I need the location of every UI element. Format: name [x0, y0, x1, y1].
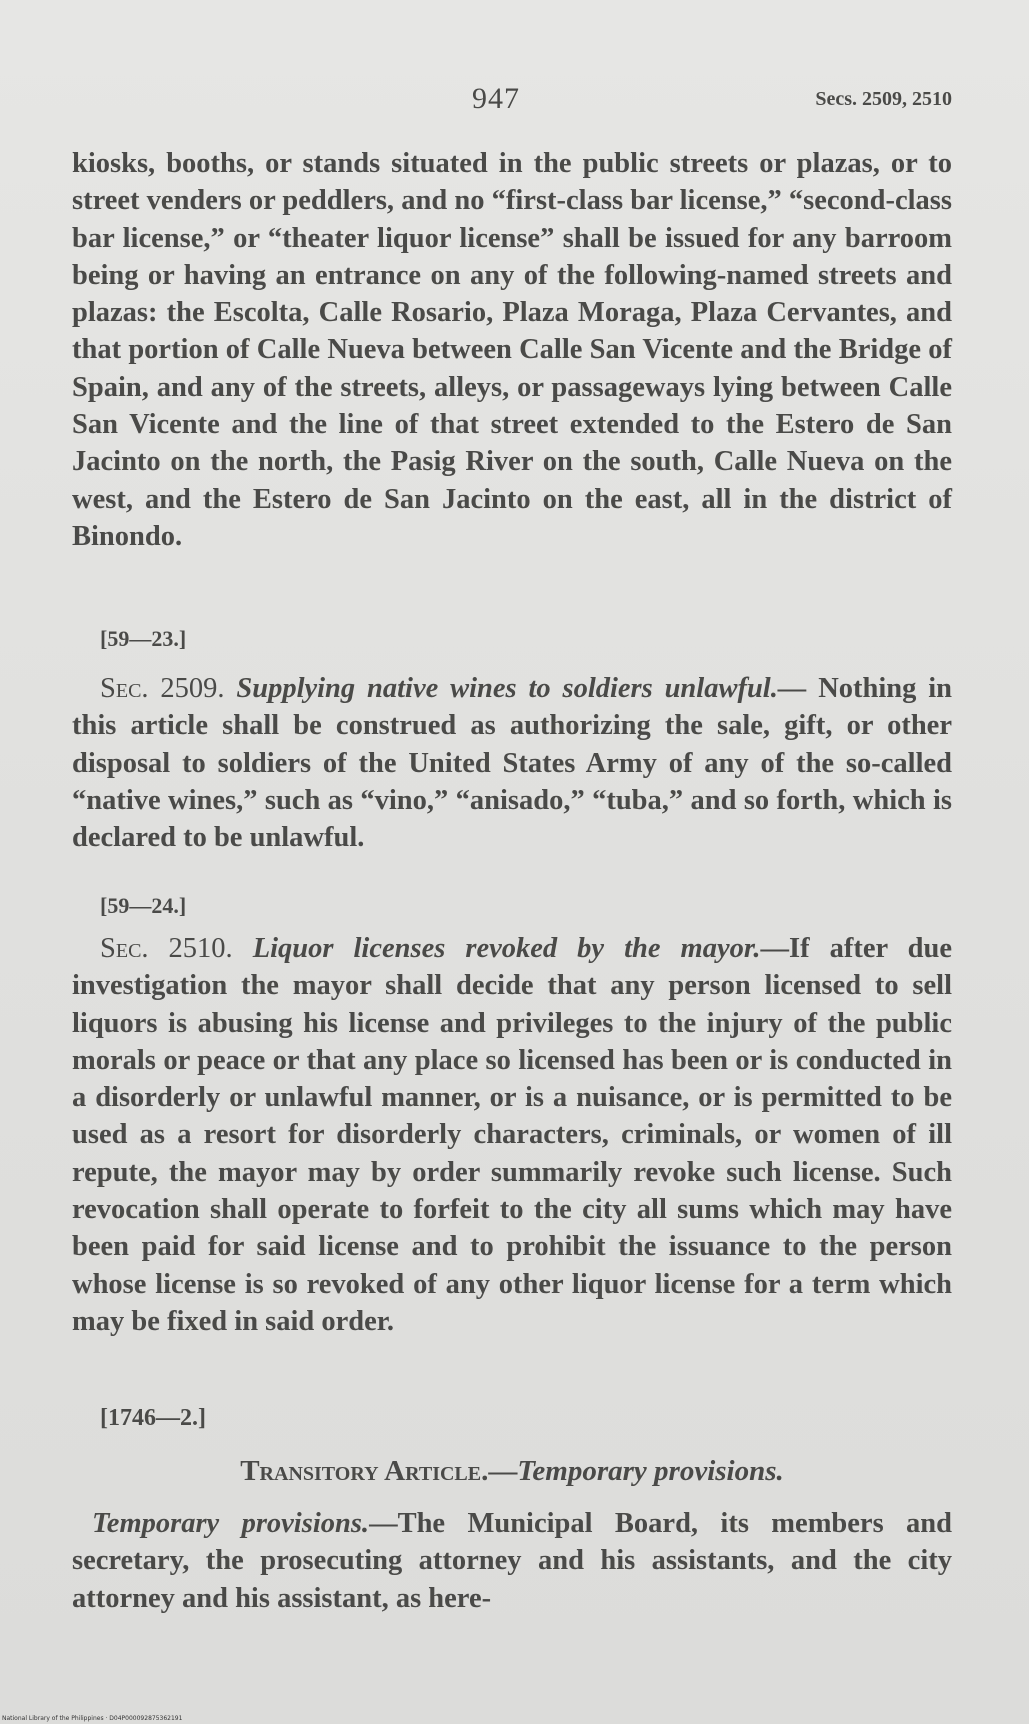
running-head: Secs. 2509, 2510 [815, 88, 952, 110]
section-text: —If after due investigation the mayor shall decide that any person licensed to sell liquors is abusing his license and privileges to the injury of the public morals or peace or that any place so licensed has been or is conducted in a disorderly or unlawful manner, or is a nuisance, or is permitted to be used as a resort for disorderly characters, criminals, or women of ill repute, the mayor may by order summarily revoke such license. Such revocation shall operate to forfeit to the city all sums which may have been paid for said license and to prohibit the issuance to the person whose license is so revoked of any other liquor license for a term which may be fixed in said order. [72, 933, 952, 1337]
citation: [59—24.] [100, 893, 187, 918]
section-2509 [72, 670, 952, 856]
section-text: Nothing in this article shall be construed as authorizing the sale, gift, or other disposal to soldiers of the United States Army of any of the so-called “native wines,” such as “vino,” “anisado,” “tuba,” and so forth, which is declared to be unlawful. [72, 673, 953, 854]
section-label: Sec. 2510. [100, 933, 233, 964]
section-label: Sec. 2509. [100, 673, 225, 704]
citation: [1746—2.] [100, 1405, 206, 1431]
section-title: Liquor licenses revoked by the mayor. [252, 933, 761, 964]
scan-footer: National Library of the Philippines · D04P000092875362191 [2, 1715, 183, 1722]
page-header [72, 82, 952, 122]
page-number: 947 [472, 82, 520, 115]
article-label: Transitory Article.— [240, 1455, 518, 1487]
section-title: Supplying native wines to soldiers unlawful.— [236, 673, 807, 704]
paragraph-continued: kiosks, booths, or stands situated in the public streets or plazas, or to street venders or peddlers, and no “first-class bar license,” “second-class bar license,” or “theater liquor license” shall be issued for any barroom being or having an entrance on any of the following-named streets and plazas: the Escolta, Calle Rosario, Plaza Moraga, Plaza Cervantes, and that portion of Calle Nueva between Calle San Vicente and the Bridge of Spain, and any of the streets, alleys, or passageways lying between Calle San Vicente and the line of that street extended to the Estero de San Jacinto on the north, the Pasig River on the south, Calle Nueva on the west, and the Estero de San Jacinto on the east, all in the district of Binondo. [72, 148, 952, 552]
section-2510 [72, 930, 952, 1340]
section-text: —The Municipal Board, its members and secretary, the prosecuting attorney and his assistants, and the city attorney and his assistant, as here- [72, 1508, 952, 1614]
citation: [59—23.] [100, 626, 187, 651]
section-title: Temporary provisions. [92, 1508, 370, 1539]
article-heading [72, 1455, 952, 1488]
temporary-provisions [72, 1505, 952, 1617]
article-title: Temporary provisions. [517, 1455, 784, 1487]
